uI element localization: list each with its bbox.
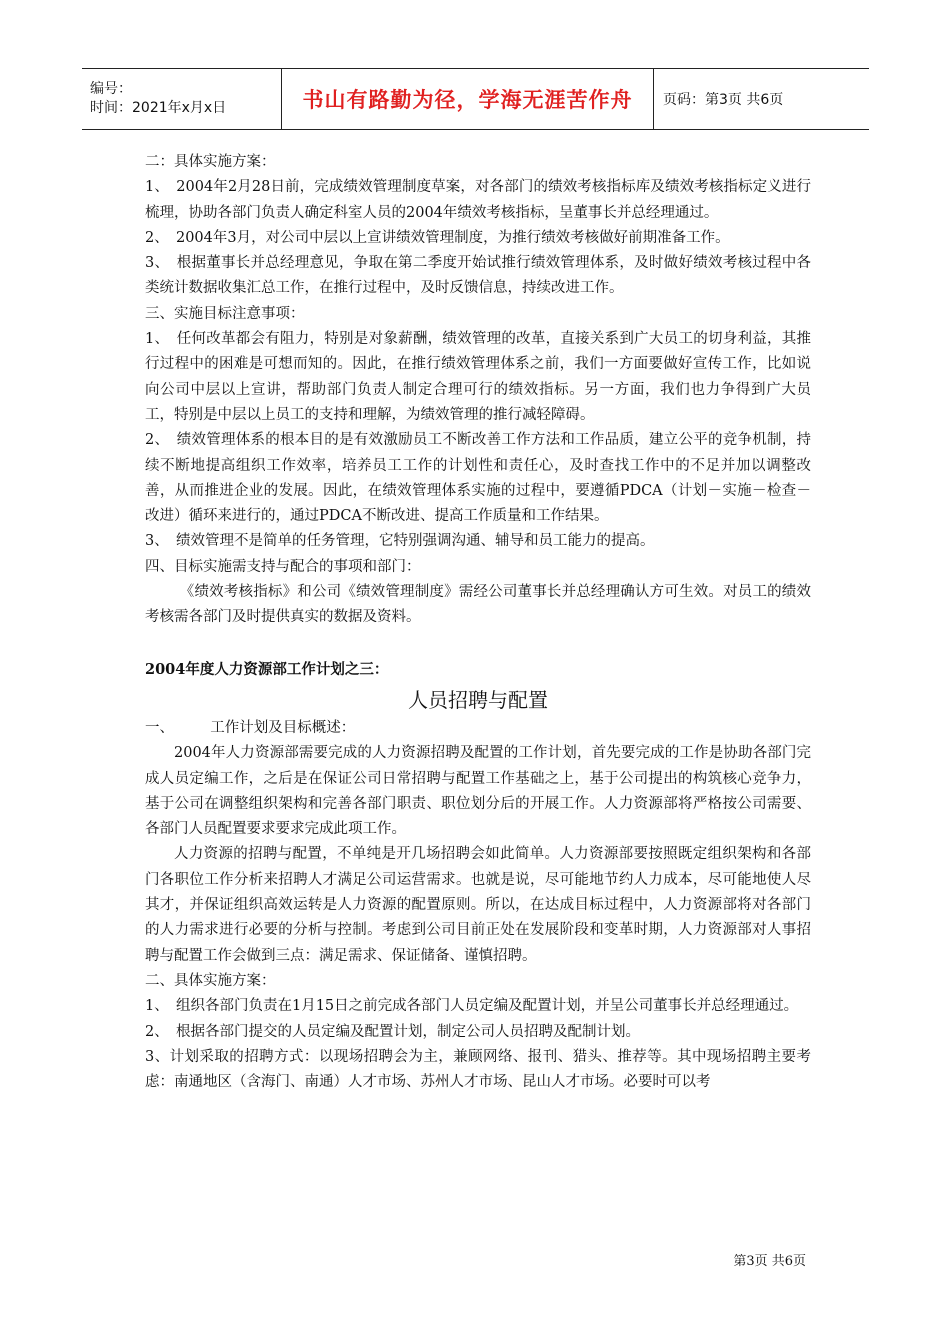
paragraph: 3、 根据董事长并总经理意见，争取在第二季度开始试推行绩效管理体系，及时做好绩效考核过程中各类统计数据收集汇总工作，在推行过程中，及时反馈信息，持续改进工作。 (145, 255, 811, 297)
paragraph: 《绩效考核指标》和公司《绩效管理制度》需经公司董事长并总经理确认方可生效。对员工的绩效考核需各部门及时提供真实的数据及资料。 (145, 584, 811, 626)
paragraph: 1、 任何改革都会有阻力，特别是对象薪酬，绩效管理的改革，直接关系到广大员工的切身利益，其推行过程中的困难是可想而知的。因此，在推行绩效管理体系之前，我们一方面要做好宣传工作，比如说向公司中层以上宣讲，帮助部门负责人制定合理可行的绩效指标。另一方面，我们也力争得到广大员工，特别是中层以上员工的支持和理解，为绩效管理的推行减轻障碍。 (145, 331, 811, 423)
section-heading: 一、 工作计划及目标概述： (145, 719, 356, 736)
paragraph: 3、 绩效管理不是简单的任务管理，它特别强调沟通、辅导和员工能力的提高。 (145, 533, 655, 550)
document-date: 时间：2021年x月x日 (90, 100, 227, 116)
paragraph: 3、计划采取的招聘方式：以现场招聘会为主，兼顾网络、报刊、猎头、推荐等。其中现场招聘主要考虑：南通地区（含海门、南通）人才市场、苏州人才市场、昆山人才市场。必要时可以考 (145, 1048, 811, 1091)
document-body (145, 150, 811, 1095)
paragraph: 1、 组织各部门负责在1月15日之前完成各部门人员定编及配置计划，并呈公司董事长并总经理通过。 (145, 998, 799, 1015)
paragraph: 2、 2004年3月，对公司中层以上宣讲绩效管理制度，为推行绩效考核做好前期准备工作。 (145, 229, 730, 246)
header-meta (82, 69, 282, 129)
header-motto: 书山有路勤为径，学海无涯苦作舟 (282, 69, 654, 129)
paragraph: 2004年人力资源部需要完成的人力资源招聘及配置的工作计划，首先要完成的工作是协助各部门完成人员定编工作，之后是在保证公司日常招聘与配置工作基础之上，基于公司提出的构筑核心竞争力，基于公司在调整组织架构和完善各部门职责、职位划分后的开展工作。人力资源部将严格按公司需要、各部门人员配置要求要求完成此项工作。 (145, 745, 811, 838)
document-number: 编号： (90, 81, 132, 97)
section-heading: 二：具体实施方案： (145, 154, 276, 170)
plan-title: 人员招聘与配置 (408, 687, 548, 712)
section-heading: 三、实施目标注意事项： (145, 305, 305, 322)
page-footer: 第3页 共6页 (733, 1254, 806, 1269)
paragraph: 1、 2004年2月28日前，完成绩效管理制度草案，对各部门的绩效考核指标库及绩效考核指标定义进行梳理，协助各部门负责人确定科室人员的2004年绩效考核指标，呈董事长并总经理通过。 (145, 179, 811, 221)
paragraph: 2、 绩效管理体系的根本目的是有效激励员工不断改善工作方法和工作品质，建立公平的竞争机制，持续不断地提高组织工作效率，培养员工工作的计划性和责任心，及时查找工作中的不足并加以调整改善，从而推进企业的发展。因此，在绩效管理体系实施的过程中，要遵循PDCA（计划－实施－检查－改进）循环来进行的，通过PDCA不断改进、提高工作质量和工作结果。 (145, 432, 811, 525)
section-heading: 二、具体实施方案： (145, 972, 276, 989)
plan-subheading: 2004年度人力资源部工作计划之三： (145, 660, 389, 678)
header-page-info: 页码：第3页 共6页 (663, 92, 784, 108)
paragraph: 人力资源的招聘与配置，不单纯是开几场招聘会如此简单。人力资源部要按照既定组织架构和各部门各职位工作分析来招聘人才满足公司运营需求。也就是说，尽可能地节约人力成本，尽可能地使人尽其才，并保证组织高效运转是人力资源的配置原则。所以，在达成目标过程中，人力资源部将对各部门的人力需求进行必要的分析与控制。考虑到公司目前正处在发展阶段和变革时期，人力资源部对人事招聘与配置工作会做到三点：满足需求、保证储备、谨慎招聘。 (145, 846, 811, 964)
paragraph: 2、 根据各部门提交的人员定编及配置计划，制定公司人员招聘及配制计划。 (145, 1023, 640, 1040)
section-heading: 四、目标实施需支持与配合的事项和部门： (145, 558, 421, 575)
page-header (82, 68, 869, 130)
